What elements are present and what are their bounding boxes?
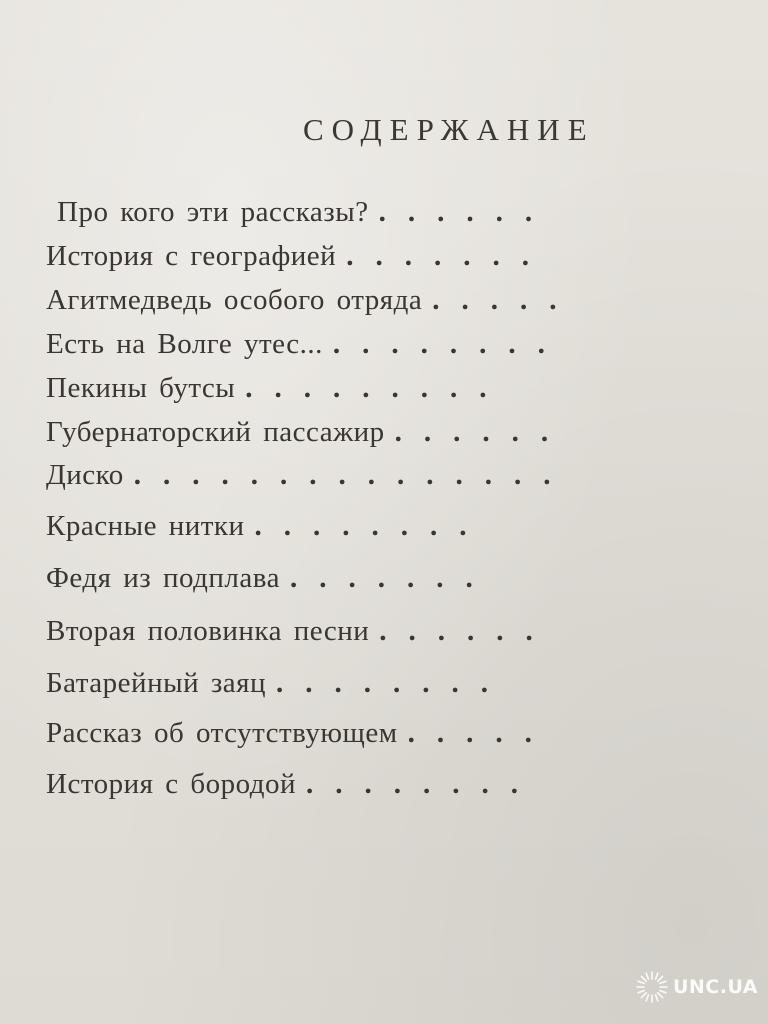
toc-entry-title: Красные нитки [46, 510, 245, 542]
toc-entry-title: История с бородой [46, 768, 297, 800]
toc-entry-title: Есть на Волге утес... [46, 328, 323, 360]
toc-entry-leader: ...... [394, 416, 571, 448]
toc-entry-leader: ...... [379, 615, 555, 647]
toc-entry-leader: ........ [254, 510, 489, 542]
toc-entry [57, 196, 768, 236]
toc-entry-leader: ........ [306, 768, 541, 800]
toc-entry-leader: ..... [407, 717, 554, 749]
toc-entry-leader: ..... [432, 284, 579, 316]
toc-entry-leader: ....... [346, 240, 551, 272]
toc-entry-leader: ......... [245, 372, 509, 404]
toc-entry-leader: ........ [332, 328, 567, 360]
watermark [635, 970, 758, 1004]
toc-entry-title: Агитмедведь особого отряда [46, 284, 423, 316]
toc-entry-title: Губернаторский пассажир [46, 416, 385, 448]
toc-entry-title: История с географией [46, 240, 337, 272]
toc-entry-leader: ....... [289, 562, 495, 594]
toc-entry [46, 240, 768, 280]
toc-entry [46, 416, 768, 456]
toc-entry-leader: ........ [276, 667, 511, 699]
toc-entry-title: Вторая половинка песни [46, 615, 370, 647]
toc-entry [46, 667, 768, 707]
toc-entry [46, 562, 768, 602]
toc-entry [46, 768, 768, 808]
toc-entry [46, 717, 768, 757]
toc-entry-leader: ...... [378, 196, 555, 228]
toc-entry [46, 284, 768, 324]
toc-entry-leader: ............... [133, 459, 573, 491]
sunburst-icon [635, 970, 669, 1004]
toc-entry-title: Диско [46, 459, 124, 491]
contents-heading: СОДЕРЖАНИЕ [303, 112, 595, 147]
toc-entry [46, 459, 768, 499]
watermark-text: UNC.UA [672, 976, 758, 998]
toc-entry [46, 615, 768, 655]
toc-entry-title: Про кого эти рассказы? [57, 196, 369, 228]
toc-entry [46, 372, 768, 412]
toc-entry [46, 510, 768, 550]
toc-entry [46, 328, 768, 368]
toc-entry-title: Рассказ об отсутствующем [46, 717, 398, 749]
toc-entry-title: Батарейный заяц [46, 667, 267, 699]
toc-entry-title: Пекины бутсы [46, 372, 236, 404]
toc-entry-title: Федя из подплава [46, 562, 280, 594]
